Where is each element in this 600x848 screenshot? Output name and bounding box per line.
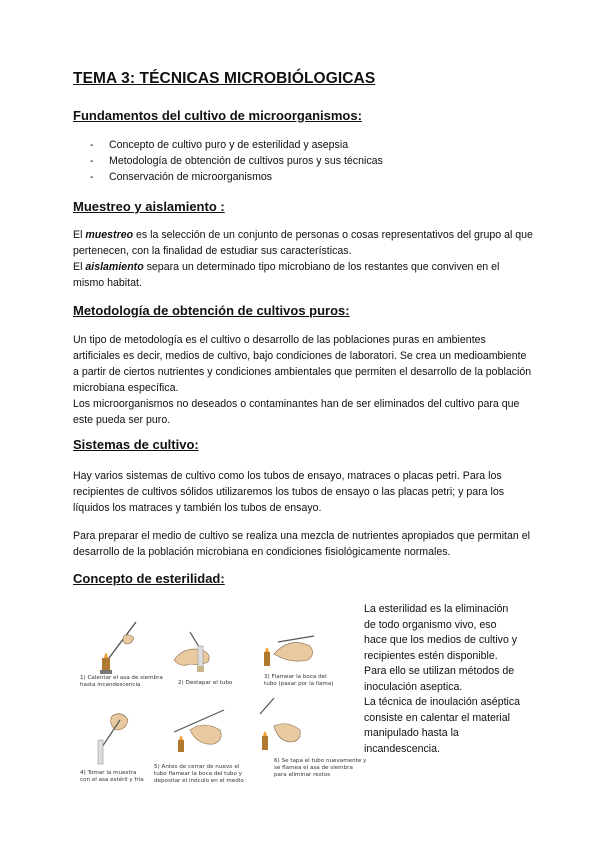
step4-illustration [80,714,144,783]
svg-text:para eliminar restos: para eliminar restos [274,772,331,778]
heading-sistemas: Sistemas de cultivo: [73,437,199,452]
svg-text:depositar el inóculo en el med: depositar el inóculo en el medio [154,778,244,784]
paragraph-muestreo: El muestreo es la selección de un conjunto de personas o cosas representativos del grupo al que pertenecen, con la finalidad de estudiar sus características. El aislamiento separa un determinado tipo microbiano de los restantes que conviven en el mismo habitat. [73,229,533,289]
svg-text:tubo flamear la boca del tubo: tubo flamear la boca del tubo y [154,771,242,777]
heading-esterilidad: Concepto de esterilidad: [73,571,225,586]
term-aislamiento: aislamiento [85,261,144,273]
list-item: - Conservación de microorganismos [90,171,273,183]
svg-text:1) Calentar el asa de siembra: 1) Calentar el asa de siembra [80,675,163,681]
step6-illustration [260,698,367,778]
svg-text:se flamea el asa de siembra: se flamea el asa de siembra [274,765,353,771]
svg-text:tubo (pasar por la llama): tubo (pasar por la llama) [264,681,334,687]
paragraph-esterilidad: La esterilidad es la eliminación de todo organismo vivo, eso hace que los medios de cultivo y recipientes estén disponible. Para ello se utilizan métodos de inoculación aseptica. La técnica de inoulación aséptica consiste en calentar el material manipulado hasta la incandescencia. [364,603,521,755]
paragraph-sistemas-1: Hay varios sistemas de cultivo como los tubos de ensayo, matraces o placas petri. Para los recipientes de cultivos sólidos utilizaremos los tubos de ensayo o las placas petri; y para los líquidos los matraces y también los tubos de ensayo. [73,470,505,514]
svg-text:hasta incandescencia: hasta incandescencia [80,682,141,688]
term-muestreo: muestreo [85,229,134,241]
list-item: - Metodología de obtención de cultivos puros y sus técnicas [90,155,383,167]
paragraph-sistemas-2: Para preparar el medio de cultivo se realiza una mezcla de nutrientes apropiados que permitan el desarrollo de la población microbiana en condiciones fisiológicamente normales. [73,530,530,558]
svg-text:2) Destapar el tubo: 2) Destapar el tubo [178,680,233,686]
svg-text:4) Tomar la muestra: 4) Tomar la muestra [80,770,137,776]
step3-illustration [264,636,333,687]
svg-text:3) Flamear la boca del: 3) Flamear la boca del [264,674,327,680]
svg-text:con el asa estéril y fría: con el asa estéril y fría [80,777,144,783]
page-title: TEMA 3: TÉCNICAS MICROBIÓLOGICAS [73,70,376,87]
heading-fundamentos: Fundamentos del cultivo de microorganismos: [73,108,362,123]
step5-illustration [154,710,244,784]
step1-illustration [80,622,163,688]
svg-text:6) Se tapa el tubo nuevamente: 6) Se tapa el tubo nuevamente y [274,758,367,764]
step2-illustration [174,632,233,686]
svg-text:5) Antes de cerrar de nuevo el: 5) Antes de cerrar de nuevo el [154,764,240,770]
heading-metodologia: Metodología de obtención de cultivos puros: [73,303,350,318]
list-item: - Concepto de cultivo puro y de esterilidad y asepsia [90,139,349,151]
bullet-list [90,137,383,185]
aseptic-technique-illustration [78,602,367,790]
paragraph-metodologia: Un tipo de metodología es el cultivo o desarrollo de las poblaciones puras en ambientes artificiales es decir, medios de cultivo, bajo condiciones de laboratori. Se crea un medioambiente a partir de ciertos nutrientes y condiciones ambientales que permiten el desarrollo de la población microbiana específica. Los microorganismos no deseados o contaminantes han de ser eliminados del cultivo para que este pueda ser puro. [73,334,532,426]
heading-muestreo: Muestreo y aislamiento : [73,199,225,214]
